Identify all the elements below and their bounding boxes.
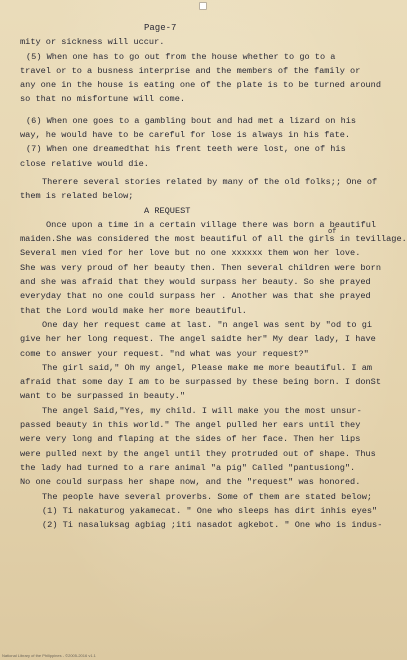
typed-document <box>20 21 407 532</box>
text-line: (7) When one dreamedthat his frent teeth were lost, one of his <box>26 144 346 155</box>
page-marker <box>199 2 207 10</box>
text-line: maiden.She was considered the most beautiful of all the girls in tevillage. <box>20 234 407 245</box>
text-line: passed beauty in this world." The angel pulled her ears until they <box>20 420 361 431</box>
text-line: (2) Ti nasaluksag agbiag ;iti nasadot agkebot. " One who is indus- <box>42 520 383 531</box>
text-line: (6) When one goes to a gambling bout and had met a lizard on his <box>26 115 357 126</box>
text-line: any one in the house is eating one of the plate is to be turned around <box>20 80 381 91</box>
interlinear-insertion: of <box>328 228 337 237</box>
text-line: that the Lord would make her more beautiful. <box>20 305 247 316</box>
archive-footer: National Library of the Philippines - ©2005-2016 v1.1 <box>2 653 96 658</box>
text-line: She was very proud of her beauty then. Then several children were born <box>20 262 381 273</box>
text-line: The people have several proverbs. Some of them are stated below; <box>42 491 373 502</box>
text-line: (5) When one has to go out from the house whether to go to a <box>26 51 336 62</box>
text-line: Several men vied for her love but no one xxxxxx them won her love. <box>20 248 361 259</box>
text-line: so that no misfortune will come. <box>20 94 186 105</box>
text-line: the lady had turned to a rare animal "a pig" Called "pantusiong". <box>20 462 356 473</box>
story-heading: A REQUEST <box>144 205 191 216</box>
text-line: way, he would have to be careful for lose is always in his fate. <box>20 130 351 141</box>
text-line: were pulled next by the angel until they protruded out of shape. Thus <box>20 448 376 459</box>
text-line: everyday that no one could surpass her . Another was that she prayed <box>20 291 371 302</box>
text-line: Once upon a time in a certain village there was born a beautiful <box>46 219 377 230</box>
text-line: close relative would die. <box>20 158 149 169</box>
text-line: (1) Ti nakaturog yakamecat. " One who sleeps has dirt inhis eyes" <box>42 505 378 516</box>
text-line: want to be surpassed in beauty." <box>20 391 186 402</box>
text-line: travel or to a busness interprise and the members of the family or <box>20 65 361 76</box>
text-line: afraid that some day I am to be surpassed by these being born. I donSt <box>20 377 381 388</box>
page-number: Page-7 <box>144 23 177 33</box>
blank-space <box>20 107 402 114</box>
text-line: and she was afraid that they would surpass her beauty. So she prayed <box>20 277 371 288</box>
text-line: One day her request came at last. "n angel was sent by "od to gi <box>42 319 373 330</box>
text-line: The angel Said,"Yes, my child. I will make you the most unsur- <box>42 405 362 416</box>
text-line: Therere several stories related by many of the old folks;; One of <box>42 176 378 187</box>
text-line: The girl said," Oh my angel, Please make me more beautiful. I am <box>42 362 373 373</box>
text-line: No one could surpass her shape now, and the "request" was honored. <box>20 477 361 488</box>
text-line: were very long and flaping at the sides of her face. Then her lips <box>20 434 361 445</box>
text-line: come to answer your request. "nd what was your request?" <box>20 348 309 359</box>
text-line: them is related below; <box>20 191 134 202</box>
text-line: mity or sickness will uccur. <box>20 37 165 48</box>
text-line: give her her long request. The angel saidte her" My dear lady, I have <box>20 334 376 345</box>
